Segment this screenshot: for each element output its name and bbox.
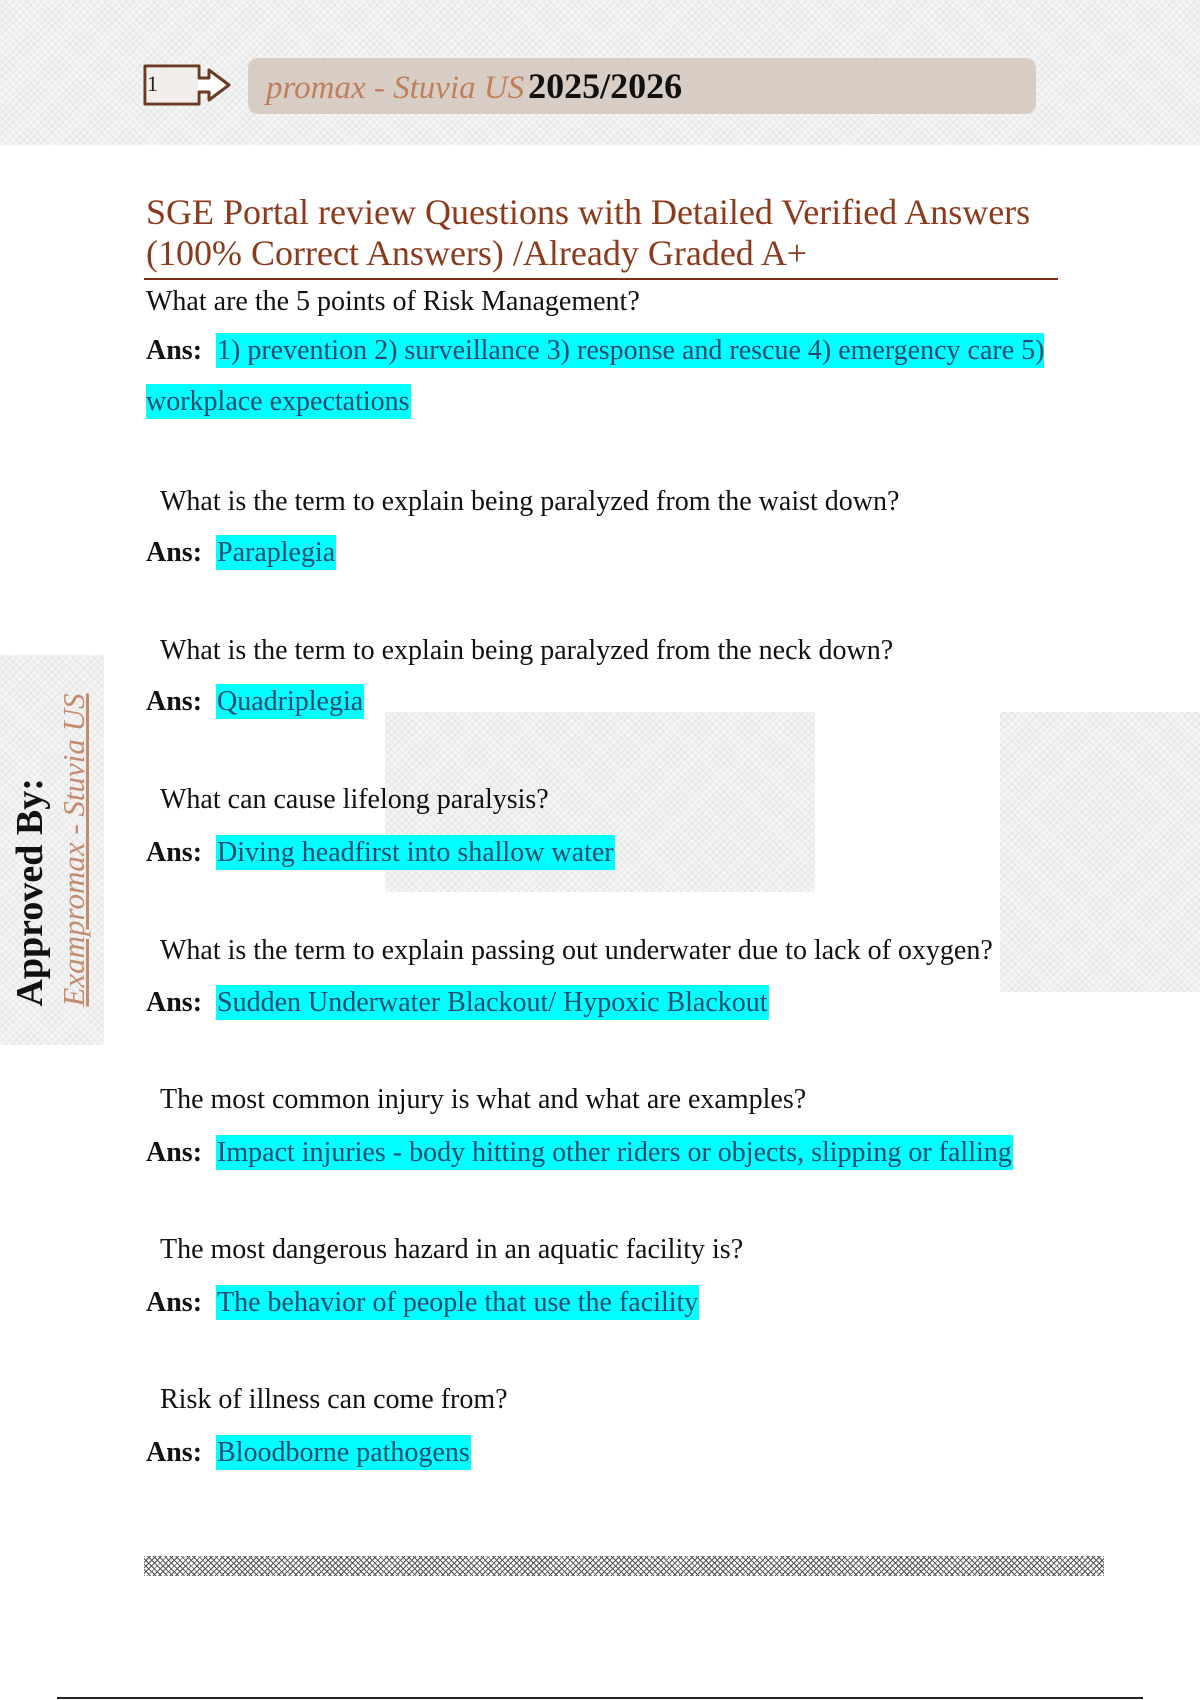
answer-label: Ans: xyxy=(146,987,203,1018)
header-brand: promax - Stuvia US xyxy=(266,70,525,106)
approval-brand: Exampromax - Stuvia US xyxy=(56,693,91,1007)
title-divider xyxy=(144,278,1058,280)
answer-text: 1) prevention 2) surveillance 3) response and rescue 4) emergency care 5) workplace expectations xyxy=(146,335,1045,417)
question-text: The most common injury is what and what are examples? xyxy=(160,1084,807,1115)
header-year: 2025/2026 xyxy=(528,66,683,106)
answer-text: Bloodborne pathogens xyxy=(217,1437,470,1468)
answer-text: Diving headfirst into shallow water xyxy=(217,837,614,868)
page-number-badge xyxy=(143,62,233,108)
answer-item xyxy=(146,827,1066,878)
answer-item xyxy=(146,977,1066,1028)
answer-label: Ans: xyxy=(146,537,203,568)
question-text: What is the term to explain being paralyzed from the waist down? xyxy=(160,486,900,517)
decorative-divider xyxy=(144,1556,1104,1576)
answer-item xyxy=(146,1427,1066,1478)
answer-item xyxy=(146,325,1066,427)
answer-item xyxy=(146,527,1066,578)
header-bar xyxy=(248,58,1036,114)
document-title: SGE Portal review Questions with Detailed Verified Answers (100% Correct Answers) /Already Graded A+ xyxy=(146,192,1031,273)
answer-text: Quadriplegia xyxy=(217,686,364,717)
question-text: What are the 5 points of Risk Management? xyxy=(146,286,640,317)
answer-item xyxy=(146,1127,1066,1178)
answer-text: Impact injuries - body hitting other riders or objects, slipping or falling xyxy=(217,1137,1012,1168)
question-text: What is the term to explain passing out underwater due to lack of oxygen? xyxy=(160,935,993,966)
page-number: 1 xyxy=(147,71,158,96)
answer-item xyxy=(146,676,1066,727)
question-text: What can cause lifelong paralysis? xyxy=(160,784,549,815)
answer-label: Ans: xyxy=(146,1137,203,1168)
answer-text: Sudden Underwater Blackout/ Hypoxic Blackout xyxy=(217,987,768,1018)
approved-label: Approved By: xyxy=(9,778,51,1007)
question-text: The most dangerous hazard in an aquatic facility is? xyxy=(160,1234,744,1265)
approval-stamp xyxy=(8,693,96,1006)
answer-label: Ans: xyxy=(146,837,203,868)
answer-label: Ans: xyxy=(146,1287,203,1318)
footer-rule xyxy=(57,1697,1143,1699)
answer-label: Ans: xyxy=(146,335,203,366)
answer-label: Ans: xyxy=(146,686,203,717)
answer-label: Ans: xyxy=(146,1437,203,1468)
answer-text: The behavior of people that use the facility xyxy=(217,1287,699,1318)
answer-text: Paraplegia xyxy=(217,537,336,568)
question-text: What is the term to explain being paralyzed from the neck down? xyxy=(160,635,894,666)
question-text: Risk of illness can come from? xyxy=(160,1384,508,1415)
answer-item xyxy=(146,1277,1066,1328)
